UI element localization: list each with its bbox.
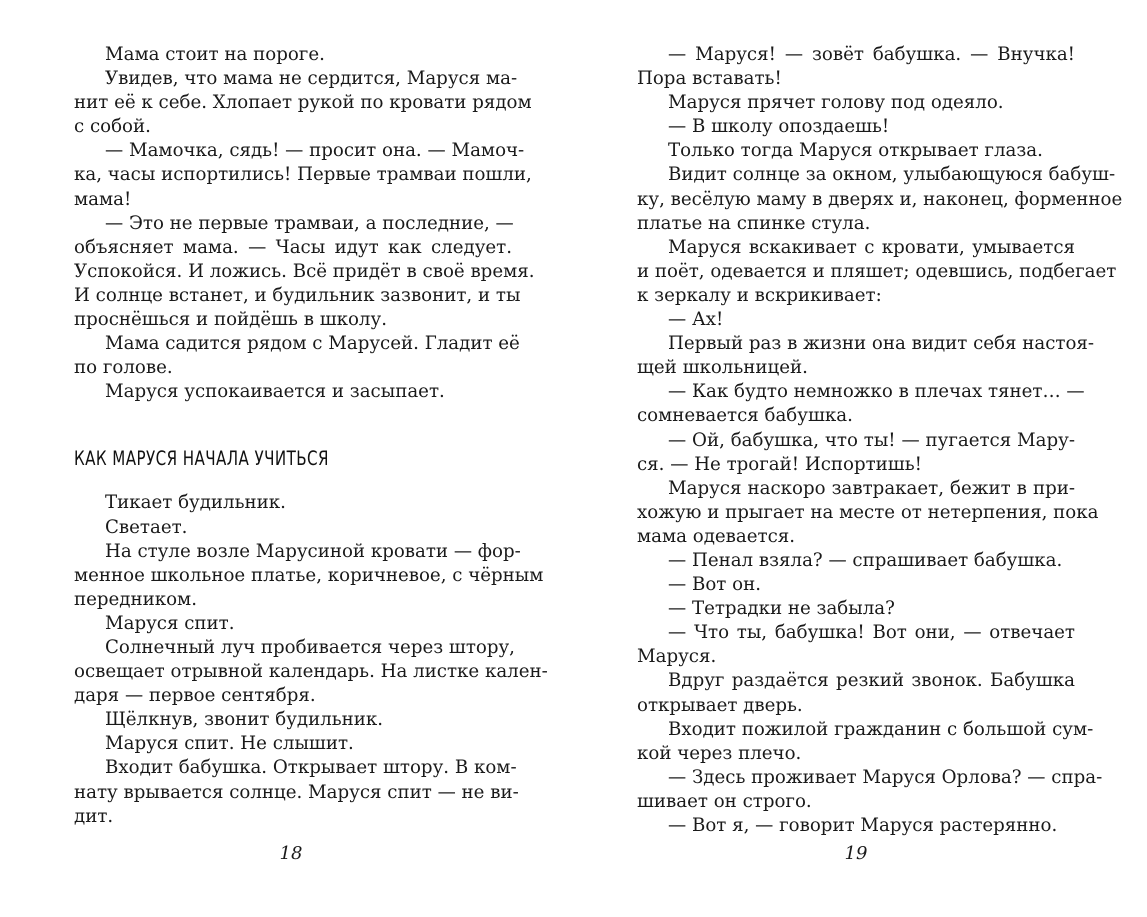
right-page-text [637, 43, 1123, 838]
text-line: — Тетрадки не забыла? [668, 598, 895, 620]
left-page [74, 43, 548, 829]
text-line: Маруся прячет голову под одеяло. [668, 92, 1004, 114]
text-line: Маруся успокаивается и засыпает. [105, 381, 445, 403]
text-line: Видит солнце за окном, улыбающуюся бабуш- [668, 164, 1116, 186]
text-line: — Маруся! — зовёт бабушка. — Внучка! [668, 44, 1075, 65]
text-line: передником. [74, 588, 197, 610]
text-line: — Ах! [668, 309, 724, 331]
text-line: Пора вставать! [637, 68, 782, 90]
text-line: — Мамочка, сядь! — просит она. — Мамоч- [105, 140, 525, 162]
text-line: кой через плечо. [637, 742, 802, 764]
text-line: Маруся спит. Не слышит. [105, 733, 354, 755]
text-line: Щёлкнув, звонит будильник. [105, 709, 384, 731]
text-line: — В школу опоздаешь! [668, 116, 890, 138]
text-line: Маруся спит. [105, 612, 235, 634]
text-line: И солнце встанет, и будильник зазвонит, и ты [74, 284, 521, 306]
text-line: Маруся наскоро завтракает, бежит в при- [668, 477, 1075, 499]
text-line: На стуле возле Марусиной кровати — фор- [105, 540, 521, 562]
text-line: мама! [74, 188, 132, 210]
text-line: платье на спинке стула. [637, 212, 871, 234]
text-line: Тикает будильник. [105, 492, 286, 514]
text-line: к зеркалу и вскрикивает: [637, 284, 882, 306]
left-page-text-after-heading [74, 491, 548, 828]
text-line: Солнечный луч пробивается через штору, [105, 636, 515, 658]
text-line: Первый раз в жизни она видит себя настоя- [668, 333, 1095, 355]
text-line: Только тогда Маруся открывает глаза. [668, 140, 1043, 162]
page-number-right: 19 [844, 843, 868, 864]
text-line: — Вот он. [668, 574, 761, 596]
text-line: сомневается бабушка. [637, 405, 853, 427]
text-line: открывает дверь. [637, 694, 803, 716]
text-line: освещает отрывной календарь. На листке кален- [74, 661, 548, 683]
text-line: Входит пожилой гражданин с большой сум- [668, 718, 1094, 740]
text-line: Мама стоит на пороге. [105, 44, 325, 65]
right-page [637, 43, 1123, 838]
text-line: Маруся вскакивает с кровати, умывается [668, 236, 1075, 258]
text-line: — Пенал взяла? — спрашивает бабушка. [668, 549, 1063, 571]
left-page-text-before-heading [74, 43, 535, 404]
text-line: Входит бабушка. Открывает штору. В ком- [105, 757, 517, 779]
text-line: проснёшься и пойдёшь в школу. [74, 309, 387, 331]
page-number-left: 18 [279, 843, 303, 864]
text-line: менное школьное платье, коричневое, с чёрным [74, 564, 544, 586]
text-line: — Это не первые трамваи, а последние, — [105, 212, 514, 234]
text-line: ка, часы испортились! Первые трамваи пошли, [74, 164, 532, 186]
text-line: и поёт, одевается и пляшет; одевшись, подбегает [637, 260, 1117, 282]
text-line: щей школьницей. [637, 357, 808, 379]
text-line: объясняет мама. — Часы идут как следует. [74, 236, 512, 258]
text-line: Успокойся. И ложись. Всё придёт в своё время. [74, 260, 535, 282]
text-line: ку, весёлую маму в дверях и, наконец, форменное [637, 188, 1123, 210]
text-line: Маруся. [637, 646, 717, 668]
text-line: даря — первое сентября. [74, 685, 316, 707]
text-line: нит её к себе. Хлопает рукой по кровати рядом [74, 92, 532, 114]
text-line: — Ой, бабушка, что ты! — пугается Мару- [668, 429, 1075, 451]
text-line: — Как будто немножко в плечах тянет… — [668, 381, 1085, 403]
text-line: мама одевается. [637, 525, 796, 547]
text-line: ся. — Не трогай! Испортишь! [637, 453, 922, 475]
text-line: с собой. [74, 116, 151, 138]
text-line: по голове. [74, 357, 173, 379]
text-line: — Здесь проживает Маруся Орлова? — спра- [668, 766, 1103, 788]
text-line: нату врывается солнце. Маруся спит — не ви- [74, 781, 519, 803]
text-line: Светает. [105, 516, 188, 538]
text-line: — Что ты, бабушка! Вот они, — отвечает [668, 622, 1075, 644]
text-line: Увидев, что мама не сердится, Маруся ма- [105, 68, 518, 90]
chapter-heading: КАК МАРУСЯ НАЧАЛА УЧИТЬСЯ [74, 447, 329, 471]
text-line: Вдруг раздаётся резкий звонок. Бабушка [668, 670, 1075, 692]
text-line: дит. [74, 805, 114, 827]
text-line: Мама садится рядом с Марусей. Гладит её [105, 333, 520, 355]
text-line: хожую и прыгает на месте от нетерпения, пока [637, 501, 1099, 523]
text-line: шивает он строго. [637, 790, 812, 812]
text-line: — Вот я, — говорит Маруся растерянно. [668, 815, 1058, 836]
